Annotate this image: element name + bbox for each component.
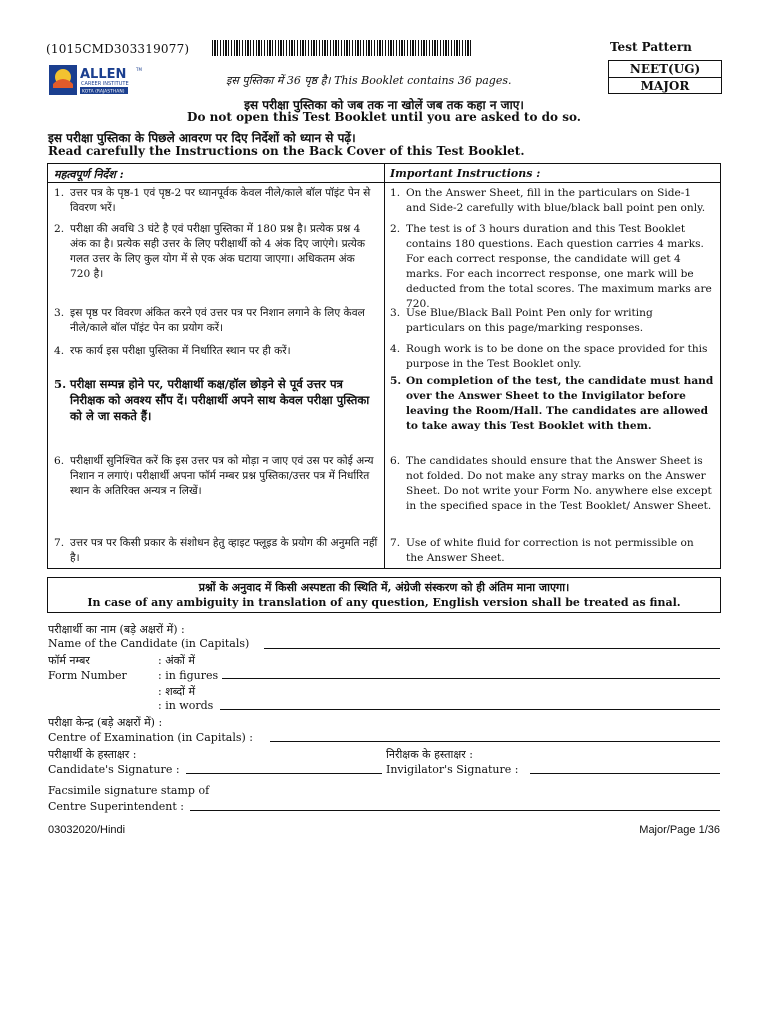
- read-instructions-english: Read carefully the Instructions on the Back Cover of this Test Booklet.: [48, 144, 525, 158]
- item-text: रफ कार्य इस परीक्षा पुस्तिका में निर्धारित स्थान पर ही करें।: [70, 345, 291, 357]
- page-count-line: [226, 73, 511, 88]
- english-instruction-2: [390, 222, 714, 312]
- hindi-instruction-6: [54, 454, 378, 499]
- english-instruction-7: [390, 536, 714, 566]
- logo-brand-text: ALLEN: [80, 67, 127, 82]
- item-text: Use Blue/Black Ball Point Pen only for writing particulars on this page/marking responses.: [406, 307, 653, 334]
- item-text: इस पृष्ठ पर विवरण अंकित करने एवं उत्तर पत्र पर निशान लगाने के लिए केवल नीले/काले बॉल पॉइंट पेन का प्रयोग करें।: [70, 307, 365, 334]
- hindi-instruction-3: [54, 306, 378, 336]
- in-figures-label: : in figures: [158, 669, 219, 682]
- open-warning-english: Do not open this Test Booklet until you are asked to do so.: [187, 110, 581, 124]
- ambiguity-hindi: प्रश्नों के अनुवाद में किसी अस्पष्टता की स्थिति में, अंग्रेजी संस्करण को ही अंतिम माना जाएगा।: [198, 581, 570, 594]
- candidate-name-field[interactable]: [264, 648, 720, 649]
- hindi-heading: महत्वपूर्ण निर्देश :: [54, 168, 124, 181]
- in-words-label-hindi: : शब्दों में: [158, 685, 196, 698]
- form-number-label-english: Form Number: [48, 669, 127, 682]
- item-text: Use of white fluid for correction is not permissible on the Answer Sheet.: [406, 537, 694, 564]
- item-text: उत्तर पत्र के पृष्ठ-1 एवं पृष्ठ-2 पर ध्यानपूर्वक केवल नीले/काले बॉल पॉइंट पेन से विवरण भरें।: [70, 187, 371, 214]
- item-text: The candidates should ensure that the Answer Sheet is not folded. Do not make any stray marks on the Answer Sheet. Do not write your Form No. anywhere else except in the specified space in the Test Booklet/ Answer Sheet.: [406, 455, 712, 512]
- item-number: 3.: [390, 307, 401, 319]
- in-words-label: : in words: [158, 699, 214, 712]
- ambiguity-note: [47, 577, 721, 613]
- name-label-english: Name of the Candidate (in Capitals): [48, 637, 250, 650]
- read-instructions-hindi: इस परीक्षा पुस्तिका के पिछले आवरण पर दिए निर्देशों को ध्यान से पढ़ें।: [48, 131, 356, 145]
- english-instruction-4: [390, 342, 714, 372]
- test-pattern-title: Test Pattern: [610, 40, 692, 54]
- item-text: परीक्षार्थी सुनिश्चित करें कि इस उत्तर पत्र को मोड़ा न जाए एवं उस पर कोई अन्य निशान न लगाएं। परीक्षार्थी अपना फॉर्म नम्बर प्रश्न पुस्तिका/उत्तर पत्र में निर्धारित स्थान के अतिरिक्त अन्यत्र न लिखें।: [70, 455, 374, 497]
- invigilator-signature-label: Invigilator's Signature :: [386, 763, 519, 776]
- invigilator-signature-label-hindi: निरीक्षक के हस्ताक्षर :: [386, 748, 473, 761]
- english-instruction-6: [390, 454, 714, 514]
- logo-tm-text: TM: [136, 67, 142, 72]
- logo-sub1-text: CAREER INSTITUTE: [81, 81, 129, 87]
- item-number: 3.: [54, 307, 65, 319]
- facsimile-label-line1: Facsimile signature stamp of: [48, 784, 210, 797]
- item-number: 6.: [390, 455, 401, 467]
- candidate-signature-label-hindi: परीक्षार्थी के हस्ताक्षर :: [48, 748, 137, 761]
- item-text: Rough work is to be done on the space provided for this purpose in the Test Booklet only.: [406, 343, 708, 370]
- heading-rule: [48, 182, 720, 183]
- form-number-label-hindi: फॉर्म नम्बर: [48, 654, 90, 667]
- centre-label-hindi: परीक्षा केन्द्र (बड़े अक्षरों में) :: [48, 716, 163, 729]
- hindi-instruction-4: [54, 344, 378, 359]
- item-text: उत्तर पत्र पर किसी प्रकार के संशोधन हेतु व्हाइट फ्लूइड के प्रयोग की अनुमति नहीं है।: [70, 537, 378, 564]
- facsimile-label-line2: Centre Superintendent :: [48, 800, 185, 813]
- english-instruction-5: [390, 374, 714, 434]
- item-number: 4.: [390, 343, 401, 355]
- item-text: On completion of the test, the candidate must hand over the Answer Sheet to the Invigilator before leaving the Room/Hall. The candidates are allowed to take away this Test Booklet with them.: [406, 375, 714, 432]
- centre-field[interactable]: [270, 741, 720, 742]
- item-number: 2.: [54, 223, 65, 235]
- item-number: 6.: [54, 455, 65, 467]
- item-number: 7.: [390, 537, 401, 549]
- english-instruction-1: [390, 186, 714, 216]
- page-count-english: This Booklet contains 36 pages.: [334, 74, 512, 87]
- open-warning-hindi: इस परीक्षा पुस्तिका को जब तक ना खोलें जब तक कहा न जाए।: [244, 98, 524, 112]
- english-instruction-3: [390, 306, 714, 336]
- in-figures-label-hindi: : अंकों में: [158, 654, 195, 667]
- candidate-signature-field[interactable]: [186, 773, 382, 774]
- ambiguity-english: In case of any ambiguity in translation of any question, English version shall be treated as final.: [87, 596, 681, 609]
- footer-page-number: Major/Page 1/36: [639, 824, 720, 836]
- item-number: 1.: [390, 187, 401, 199]
- candidate-signature-label: Candidate's Signature :: [48, 763, 180, 776]
- item-text: On the Answer Sheet, fill in the particulars on Side-1 and Side-2 carefully with blue/black ball point pen only.: [406, 187, 706, 214]
- item-text: The test is of 3 hours duration and this Test Booklet contains 180 questions. Each question carries 4 marks. For each correct response, the candidate will get 4 marks. For each incorrect response, one mark will be deducted from the total scores. The maximum marks are 720.: [406, 223, 712, 310]
- name-label-hindi: परीक्षार्थी का नाम (बड़े अक्षरों में) :: [48, 623, 185, 636]
- english-heading: Important Instructions :: [390, 167, 541, 180]
- logo-sub2-text: KOTA (RAJASTHAN): [82, 89, 125, 95]
- test-pattern-box: [608, 60, 722, 94]
- item-number: 4.: [54, 345, 65, 357]
- footer-date-code: 03032020/Hindi: [48, 824, 126, 836]
- item-number: 5.: [54, 377, 67, 391]
- item-number: 5.: [390, 375, 402, 387]
- item-number: 2.: [390, 223, 401, 235]
- column-divider: [384, 164, 385, 568]
- hindi-instruction-5: [54, 376, 378, 424]
- item-text: परीक्षा की अवधि 3 घंटे है एवं परीक्षा पुस्तिका में 180 प्रश्न है। प्रत्येक प्रश्न 4 अंक का है। प्रत्येक सही उत्तर के लिए परीक्षार्थी को 4 अंक दिए जाएंगे। प्रत्येक गलत उत्तर के लिए कुल योग में से एक अंक घटाया जाएगा। अधिकतम अंक 720 है।: [70, 223, 366, 280]
- item-number: 7.: [54, 537, 65, 549]
- item-number: 1.: [54, 187, 65, 199]
- booklet-code: (1015CMD303319077): [46, 42, 190, 56]
- form-number-figures-field[interactable]: [222, 678, 720, 679]
- page-count-hindi: इस पुस्तिका में 36 पृष्ठ है।: [226, 74, 331, 87]
- allen-logo: [48, 64, 164, 96]
- hindi-instruction-1: [54, 186, 378, 216]
- superintendent-stamp-field[interactable]: [190, 810, 720, 811]
- instructions-box: [47, 163, 721, 569]
- hindi-instruction-7: [54, 536, 378, 566]
- pattern-row-exam: NEET(UG): [629, 62, 701, 76]
- item-text: परीक्षा सम्पन्न होने पर, परीक्षार्थी कक्ष/हॉल छोड़ने से पूर्व उत्तर पत्र निरीक्षक को अवश्य सौंप दें। परीक्षार्थी अपने साथ केवल परीक्षा पुस्तिका को ले जा सकते हैं।: [70, 377, 370, 423]
- pattern-row-type: MAJOR: [609, 77, 721, 94]
- form-number-words-field[interactable]: [220, 709, 720, 710]
- invigilator-signature-field[interactable]: [530, 773, 720, 774]
- centre-label-english: Centre of Examination (in Capitals) :: [48, 731, 253, 744]
- barcode: [212, 40, 472, 56]
- hindi-instruction-2: [54, 222, 378, 282]
